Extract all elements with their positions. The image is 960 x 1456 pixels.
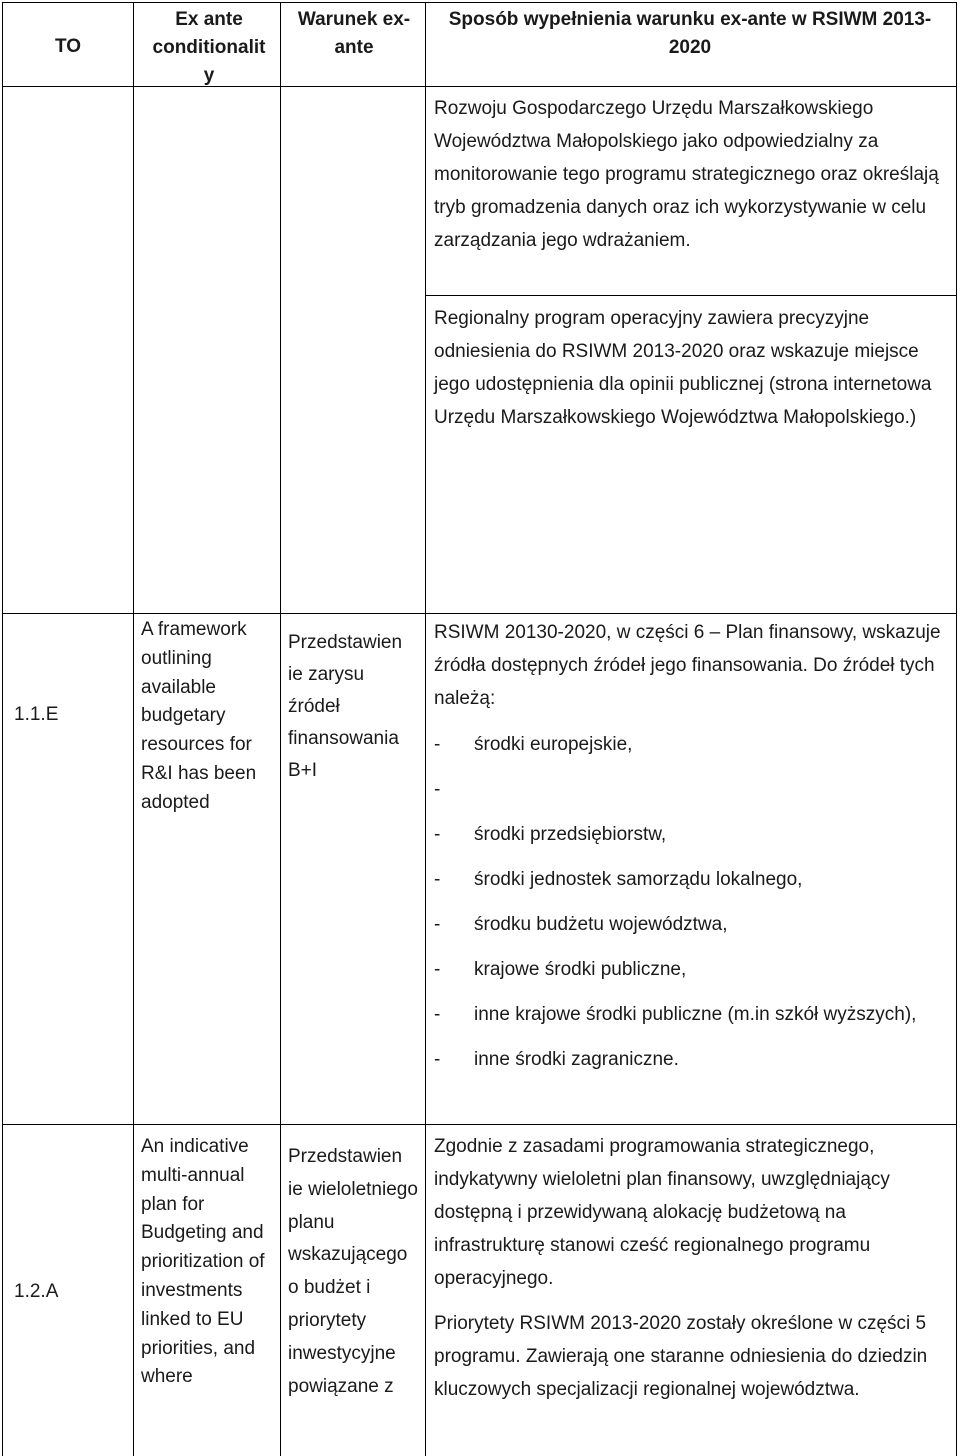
list-item: - środki przedsiębiorstw, [434,824,667,845]
table-border-right [956,2,957,1456]
table-divider-col3 [425,2,426,1456]
header-to: TO [54,36,82,57]
list-item: - [434,779,441,800]
row1-intro-paragraph: RSIWM 20130-2020, w części 6 – Plan finansowy, wskazuje źródła dostępnych źródeł jego finansowania. Do źródeł tych należą: [434,622,941,709]
header-ex-ante-conditionality: Ex ante conditionalit y [152,9,266,86]
row2-to-code: 1.2.A [14,1281,59,1302]
table-border-left [2,2,3,1456]
row0-fulfilment-cell-2 [434,302,949,434]
table-divider-col2 [280,2,281,1456]
row1-condition-text: A framework outlining available budgetary resources for R&I has been adopted [141,619,257,813]
row0-bottom [2,613,957,614]
inner-divider-row0 [425,295,957,296]
list-item: - środki europejskie, [434,734,633,755]
header-sposob-wypelnienia: Sposób wypełnienia warunku ex-ante w RSIWM 2013-2020 [448,9,932,58]
list-item: - inne środki zagraniczne. [434,1049,679,1070]
row1-bottom [2,1124,957,1125]
row0-paragraph-1: Rozwoju Gospodarczego Urzędu Marszałkowskiego Województwa Małopolskiego jako odpowiedzialny za monitorowanie tego programu strategicznego oraz określają tryb gromadzenia danych oraz ich wykorzystywanie w celu zarządzania jego wdrażaniem. [434,98,939,251]
list-item: - środku budżetu województwa, [434,914,728,935]
row2-condition-text: An indicative multi-annual plan for Budgeting and prioritization of investments linked to EU priorities, and where [141,1136,265,1388]
row0-fulfilment-cell [434,92,949,257]
list-item: - środki jednostek samorządu lokalnego, [434,869,803,890]
list-item: - krajowe środki publiczne, [434,959,687,980]
list-item: - inne krajowe środki publiczne (m.in szkół wyższych), [434,1004,917,1025]
row2-warunek-text: Przedstawien ie wieloletniego planu wskazującego o budżet i priorytety inwestycyjne powiązane z [288,1146,418,1397]
row2-fulfilment-cell [434,1130,949,1406]
funding-sources-list [434,728,949,1076]
header-row-bottom [2,86,957,87]
row2-paragraph-2: Priorytety RSIWM 2013-2020 zostały określone w części 5 programu. Zawierają one staranne odniesienia do dziedzin kluczowych specjalizacji regionalnej województwa. [434,1313,928,1400]
header-warunek-ex-ante: Warunek ex-ante [297,9,411,58]
table-border-top [2,2,957,3]
row1-warunek-text: Przedstawien ie zarysu źródeł finansowania B+I [288,632,403,781]
row1-fulfilment-cell [434,616,949,1076]
row2-paragraph-1: Zgodnie z zasadami programowania strategicznego, indykatywny wieloletni plan finansowy, uwzględniający dostępną i przewidywaną alokację budżetową na infrastrukturę stanowi cześć regionalnego programu operacyjnego. [434,1136,890,1289]
table-divider-col1 [133,2,134,1456]
row0-paragraph-2: Regionalny program operacyjny zawiera precyzyjne odniesienia do RSIWM 2013-2020 oraz wskazuje miejsce jego udostępnienia dla opinii publicznej (strona internetowa Urzędu Marszałkowskiego Województwa Małopolskiego.) [434,308,932,428]
row1-to-code: 1.1.E [14,704,59,725]
